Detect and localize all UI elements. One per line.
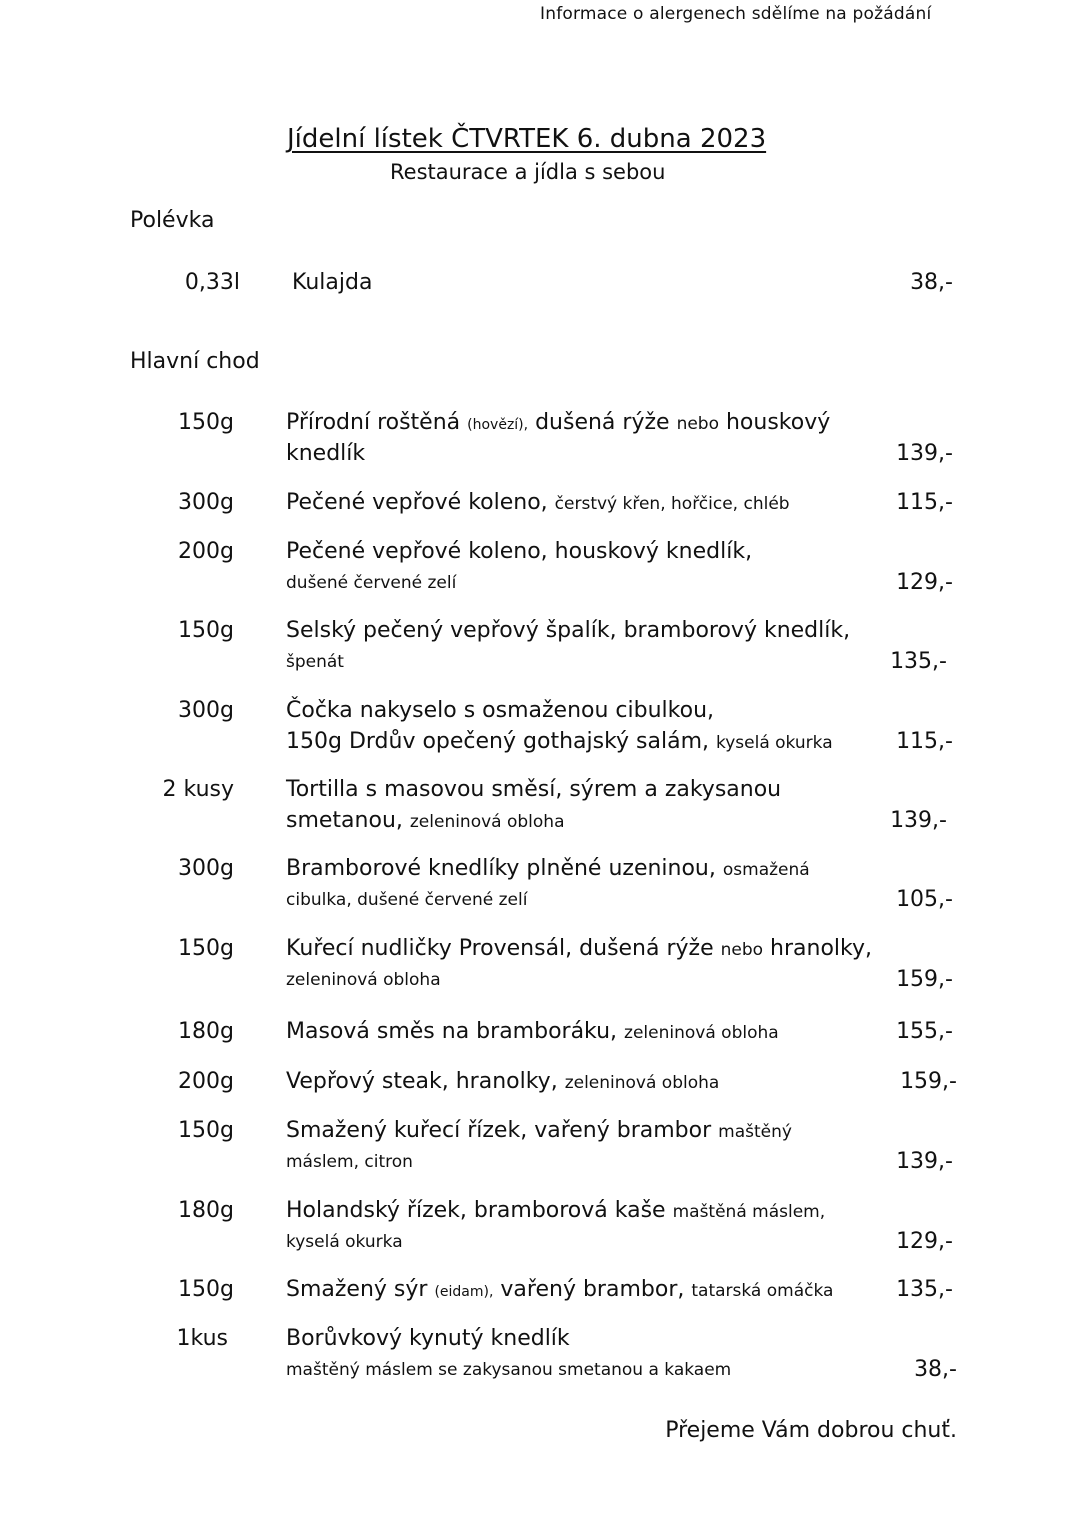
item-price: 129,- bbox=[896, 570, 953, 595]
item-description-cont: špenát bbox=[286, 652, 344, 672]
item-price: 105,- bbox=[896, 887, 953, 912]
item-price: 38,- bbox=[914, 1357, 957, 1382]
item-quantity: 150g bbox=[178, 1118, 234, 1143]
menu-item bbox=[0, 410, 1087, 480]
item-quantity: 150g bbox=[178, 410, 234, 435]
item-price: 155,- bbox=[896, 1019, 953, 1044]
item-description: Vepřový steak, hranolky, zeleninová obloha bbox=[286, 1069, 720, 1094]
item-description-cont: knedlík bbox=[286, 441, 366, 466]
item-description-cont: dušené červené zelí bbox=[286, 573, 457, 593]
item-quantity: 180g bbox=[178, 1019, 234, 1044]
item-description-cont: 150g Drdův opečený gothajský salám, kyselá okurka bbox=[286, 729, 833, 754]
item-price: 115,- bbox=[896, 729, 953, 754]
menu-item bbox=[0, 698, 1087, 768]
item-description: Masová směs na bramboráku, zeleninová obloha bbox=[286, 1019, 779, 1044]
menu-item bbox=[0, 777, 1087, 847]
menu-item bbox=[0, 539, 1087, 609]
menu-item bbox=[0, 618, 1087, 688]
item-description: Selský pečený vepřový špalík, bramborový knedlík, bbox=[286, 618, 851, 643]
soup-item bbox=[0, 270, 1087, 340]
item-quantity: 150g bbox=[178, 1277, 234, 1302]
item-price: 38,- bbox=[910, 270, 953, 295]
item-price: 139,- bbox=[896, 1149, 953, 1174]
main-course-section-heading: Hlavní chod bbox=[130, 349, 260, 374]
menu-item bbox=[0, 856, 1087, 926]
item-description-cont: kyselá okurka bbox=[286, 1232, 403, 1252]
item-quantity: 300g bbox=[178, 490, 234, 515]
item-quantity: 300g bbox=[178, 856, 234, 881]
item-description-cont: maštěný máslem se zakysanou smetanou a kakaem bbox=[286, 1360, 732, 1380]
allergen-notice: Informace o alergenech sdělíme na požádání bbox=[540, 4, 932, 24]
item-description: Smažený kuřecí řízek, vařený brambor maštěný bbox=[286, 1118, 792, 1143]
item-description: Bramborové knedlíky plněné uzeninou, osmažená bbox=[286, 856, 810, 881]
item-quantity: 1kus bbox=[176, 1326, 228, 1351]
item-price: 135,- bbox=[890, 649, 947, 674]
item-description: Smažený sýr (eidam), vařený brambor, tatarská omáčka bbox=[286, 1277, 834, 1302]
item-price: 159,- bbox=[896, 967, 953, 992]
item-description: Pečené vepřové koleno, houskový knedlík, bbox=[286, 539, 753, 564]
menu-item bbox=[0, 1326, 1087, 1396]
item-quantity: 200g bbox=[178, 539, 234, 564]
item-description: Přírodní roštěná (hovězí), dušená rýže nebo houskový bbox=[286, 410, 831, 435]
item-description-cont: smetanou, zeleninová obloha bbox=[286, 808, 565, 833]
menu-item bbox=[0, 1118, 1087, 1188]
menu-subtitle: Restaurace a jídla s sebou bbox=[390, 160, 666, 184]
item-description: Kuřecí nudličky Provensál, dušená rýže nebo hranolky, bbox=[286, 936, 873, 961]
item-price: 135,- bbox=[896, 1277, 953, 1302]
item-name: Kulajda bbox=[292, 270, 373, 295]
item-price: 139,- bbox=[896, 441, 953, 466]
item-quantity: 150g bbox=[178, 618, 234, 643]
menu-item bbox=[0, 936, 1087, 1006]
menu-title: Jídelní lístek ČTVRTEK 6. dubna 2023 bbox=[287, 124, 767, 154]
item-price: 139,- bbox=[890, 808, 947, 833]
item-quantity: 0,33l bbox=[184, 270, 240, 295]
item-description-cont: máslem, citron bbox=[286, 1152, 413, 1172]
item-price: 129,- bbox=[896, 1229, 953, 1254]
item-price: 159,- bbox=[900, 1069, 957, 1094]
item-quantity: 200g bbox=[178, 1069, 234, 1094]
item-price: 115,- bbox=[896, 490, 953, 515]
soup-section-heading: Polévka bbox=[130, 208, 215, 233]
item-description: Holandský řízek, bramborová kaše maštěná máslem, bbox=[286, 1198, 826, 1223]
item-description: Pečené vepřové koleno, čerstvý křen, hořčice, chléb bbox=[286, 490, 790, 515]
item-description-cont: cibulka, dušené červené zelí bbox=[286, 890, 528, 910]
item-quantity: 2 kusy bbox=[162, 777, 234, 802]
item-description: Tortilla s masovou směsí, sýrem a zakysanou bbox=[286, 777, 782, 802]
item-description: Čočka nakyselo s osmaženou cibulkou, bbox=[286, 698, 715, 723]
item-description-cont: zeleninová obloha bbox=[286, 970, 441, 990]
item-description: Borůvkový kynutý knedlík bbox=[286, 1326, 570, 1351]
item-quantity: 180g bbox=[178, 1198, 234, 1223]
menu-item bbox=[0, 1198, 1087, 1268]
closing-greeting: Přejeme Vám dobrou chuť. bbox=[665, 1418, 957, 1443]
item-quantity: 150g bbox=[178, 936, 234, 961]
item-quantity: 300g bbox=[178, 698, 234, 723]
